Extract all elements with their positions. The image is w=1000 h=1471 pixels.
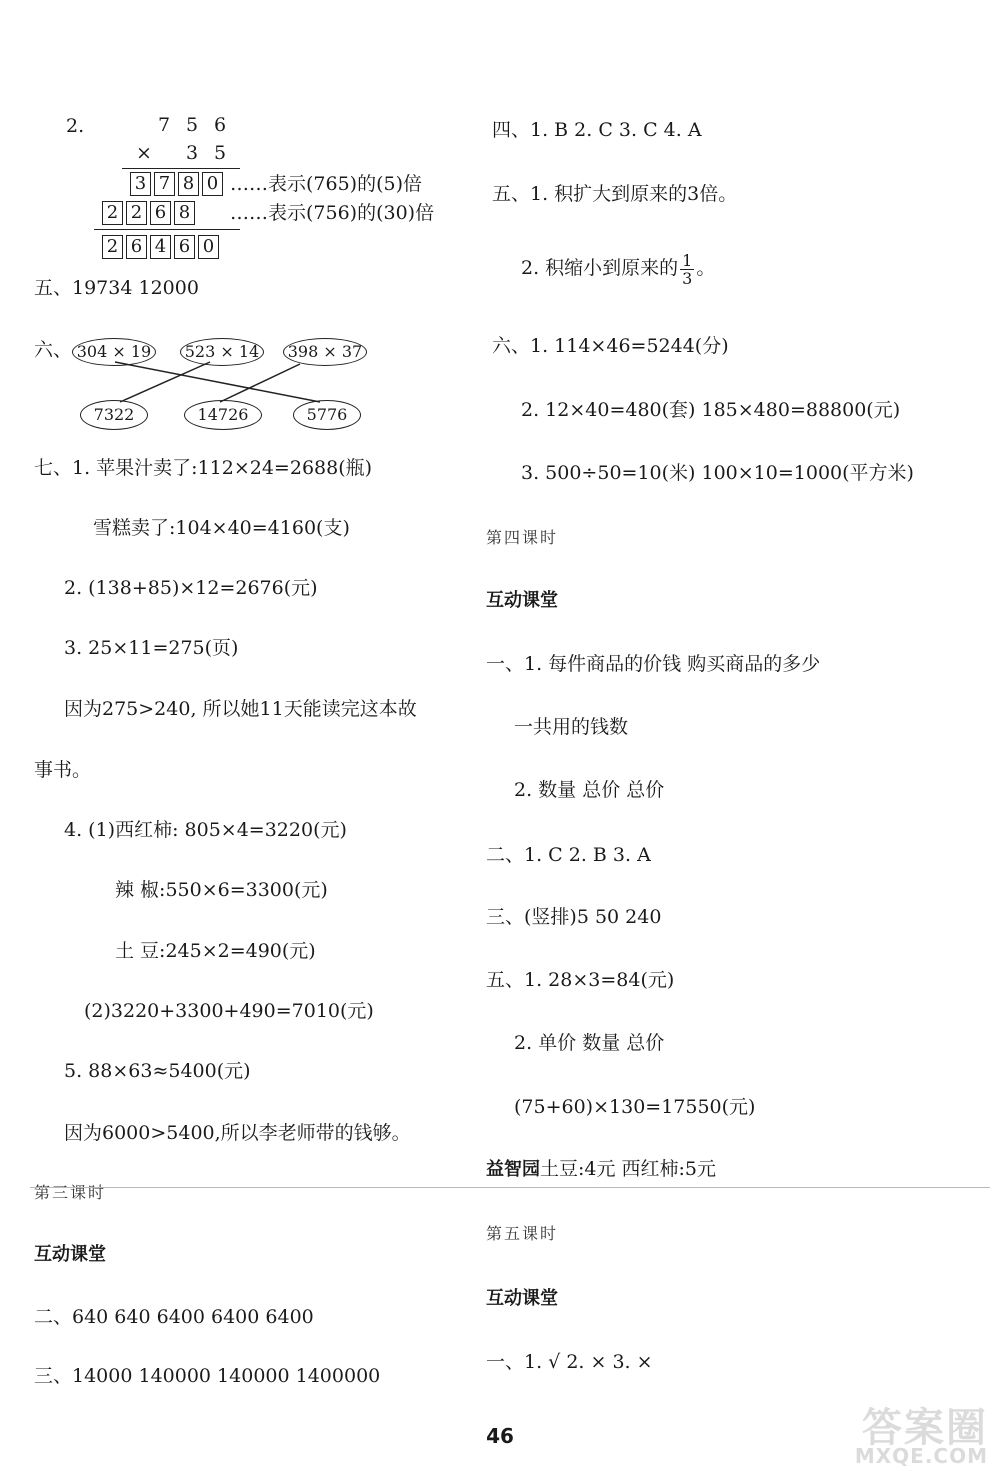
digit-box: 7 xyxy=(154,172,175,196)
digit-box: 6 xyxy=(126,235,147,259)
digit-box: 0 xyxy=(198,235,219,259)
answer-yi-5: 一、1. √ 2. × 3. × xyxy=(486,1351,653,1373)
answer-wu-right-3: (75+60)×130=17550(元) xyxy=(514,1096,756,1118)
result-oval: 7322 xyxy=(80,400,148,430)
match-line xyxy=(120,362,210,402)
watermark-url: MXQE.COM xyxy=(854,1444,988,1468)
answer-seven-3: 3. 25×11=275(页) xyxy=(64,637,239,659)
digit-box: 4 xyxy=(150,235,171,259)
answer-liu-1: 六、1. 114×46=5244(分) xyxy=(492,335,729,357)
yizhiyuan-heading: 益智园 xyxy=(486,1159,540,1180)
hudong-heading: 互动课堂 xyxy=(34,1244,106,1265)
watermark xyxy=(788,1396,988,1466)
answer-seven-5: 5. 88×63≈5400(元) xyxy=(64,1060,251,1082)
section-divider xyxy=(30,1187,990,1188)
row1-note: ……表示(765)的(5)倍 xyxy=(230,173,423,195)
fraction-denominator: 3 xyxy=(682,268,693,288)
digit-box: 2 xyxy=(102,201,123,225)
fraction xyxy=(680,252,694,287)
hudong-heading-right-2: 互动课堂 xyxy=(486,1288,558,1309)
answer-yi-2: 2. 数量 总价 总价 xyxy=(514,779,665,801)
answer-wu-2-end: 。 xyxy=(696,257,716,279)
answer-san-left: 三、14000 140000 140000 1400000 xyxy=(34,1365,381,1387)
answer-si: 四、1. B 2. C 3. C 4. A xyxy=(492,119,702,141)
answer-wu-right-2: 2. 单价 数量 总价 xyxy=(514,1032,665,1054)
answer-yi-1b: 一共用的钱数 xyxy=(514,716,629,738)
digit-box: 6 xyxy=(174,235,195,259)
answer-er-right: 二、1. C 2. B 3. A xyxy=(486,844,651,866)
answer-five: 五、19734 12000 xyxy=(34,277,199,299)
multiplier-digit: 5 xyxy=(213,142,227,164)
lesson-four-heading: 第四课时 xyxy=(486,528,559,547)
fraction-numerator: 1 xyxy=(682,250,693,270)
answer-seven-1b: 雪糕卖了:104×40=4160(支) xyxy=(93,517,350,539)
answer-six-label: 六、 xyxy=(34,339,73,361)
answer-wu-right-1: 五、1. 28×3=84(元) xyxy=(486,969,675,991)
match-line xyxy=(115,362,320,402)
page-number: 46 xyxy=(486,1424,514,1448)
answer-seven-3c: 事书。 xyxy=(34,759,92,781)
answer-wu-1: 五、1. 积扩大到原来的3倍。 xyxy=(492,183,738,205)
digit-box: 8 xyxy=(174,201,195,225)
lesson-three-heading: 第三课时 xyxy=(34,1183,107,1202)
digit-box: 2 xyxy=(126,201,147,225)
yizhiyuan-answer: 土豆:4元 西红柿:5元 xyxy=(540,1158,717,1180)
answer-seven-4c: 土 豆:245×2=490(元) xyxy=(115,940,316,962)
expression-oval: 523 × 14 xyxy=(180,338,264,366)
answer-seven-1: 七、1. 苹果汁卖了:112×24=2688(瓶) xyxy=(34,457,373,479)
matching-lines xyxy=(0,0,1000,450)
expression-oval: 304 × 19 xyxy=(72,338,156,366)
digit-box: 6 xyxy=(150,201,171,225)
digit-box: 2 xyxy=(102,235,123,259)
answer-seven-4b: 辣 椒:550×6=3300(元) xyxy=(115,879,328,901)
answer-er-left: 二、640 640 6400 6400 6400 xyxy=(34,1306,314,1328)
top-digit: 5 xyxy=(185,114,199,136)
digit-box: 8 xyxy=(178,172,199,196)
top-digit: 6 xyxy=(213,114,227,136)
lesson-five-heading: 第五课时 xyxy=(486,1224,559,1243)
watermark-logo-text: 答案圈 xyxy=(862,1405,988,1451)
answer-seven-4: 4. (1)西红柿: 805×4=3220(元) xyxy=(64,819,347,841)
answer-seven-2: 2. (138+85)×12=2676(元) xyxy=(64,577,318,599)
hudong-heading-right: 互动课堂 xyxy=(486,590,558,611)
answer-seven-4d: (2)3220+3300+490=7010(元) xyxy=(84,1000,374,1022)
result-oval: 14726 xyxy=(184,400,262,430)
q2-number: 2. xyxy=(66,115,85,137)
answer-yi-1: 一、1. 每件商品的价钱 购买商品的多少 xyxy=(486,653,821,675)
answer-liu-2: 2. 12×40=480(套) 185×480=88800(元) xyxy=(521,399,901,421)
answer-san-right: 三、(竖排)5 50 240 xyxy=(486,906,662,928)
answer-seven-5b: 因为6000>5400,所以李老师带的钱够。 xyxy=(64,1122,411,1144)
digit-box: 3 xyxy=(130,172,151,196)
multiplier-digit: 3 xyxy=(185,142,199,164)
result-oval: 5776 xyxy=(293,400,361,430)
answer-wu-2-text: 2. 积缩小到原来的 xyxy=(521,257,679,279)
digit-box: 0 xyxy=(202,172,223,196)
yizhiyuan-line xyxy=(486,1157,716,1182)
answer-liu-3: 3. 500÷50=10(米) 100×10=1000(平方米) xyxy=(521,462,914,484)
times-sign: × xyxy=(136,142,152,164)
answer-seven-3b: 因为275>240, 所以她11天能读完这本故 xyxy=(64,698,417,720)
row2-note: ……表示(756)的(30)倍 xyxy=(230,202,435,224)
top-digit: 7 xyxy=(157,114,171,136)
expression-oval: 398 × 37 xyxy=(283,338,367,366)
answer-wu-2 xyxy=(521,248,715,288)
